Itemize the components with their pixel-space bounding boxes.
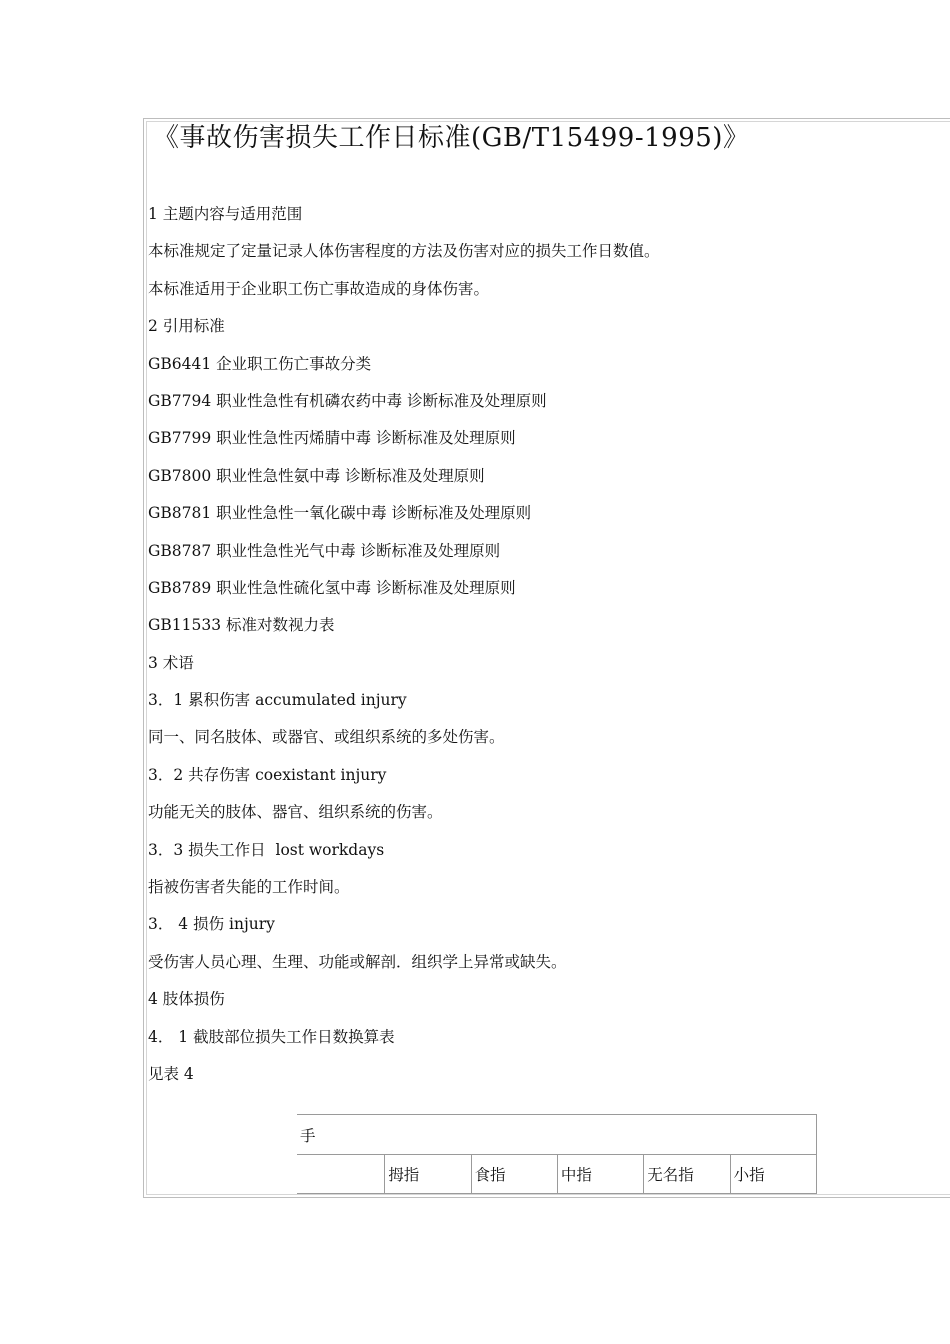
reference-item: GB11533 标准对数视力表 xyxy=(148,616,335,635)
document-title: 《事故伤害损失工作日标准(GB/T15499-1995)》 xyxy=(153,123,750,153)
term-definition: 指被伤害者失能的工作时间。 xyxy=(148,878,350,897)
table-cell-little-finger: 小指 xyxy=(730,1155,816,1194)
table-cell-thumb: 拇指 xyxy=(385,1155,471,1194)
document-body xyxy=(148,196,928,1093)
term-definition: 功能无关的肢体、器官、组织系统的伤害。 xyxy=(148,803,443,822)
section-heading: 3 术语 xyxy=(148,653,194,672)
table-header-cell: 手 xyxy=(297,1115,817,1155)
paragraph: 本标准规定了定量记录人体伤害程度的方法及伤害对应的损失工作日数值。 xyxy=(148,242,660,261)
paragraph: 见表 4 xyxy=(148,1064,194,1083)
reference-item: GB7799 职业性急性丙烯腈中毒 诊断标准及处理原则 xyxy=(148,429,516,448)
term-heading: 3． 4 损伤 injury xyxy=(148,915,275,934)
table-header-row xyxy=(297,1115,817,1155)
table-cell-ring-finger: 无名指 xyxy=(644,1155,730,1194)
reference-item: GB7794 职业性急性有机磷农药中毒 诊断标准及处理原则 xyxy=(148,391,547,410)
section-heading: 2 引用标准 xyxy=(148,317,225,336)
reference-item: GB7800 职业性急性氨中毒 诊断标准及处理原则 xyxy=(148,466,485,485)
term-heading: 3．3 损失工作日 lost workdays xyxy=(148,840,385,859)
reference-item: GB8787 职业性急性光气中毒 诊断标准及处理原则 xyxy=(148,541,501,560)
term-definition: 同一、同名肢体、或器官、或组织系统的多处伤害。 xyxy=(148,728,505,747)
reference-item: GB8789 职业性急性硫化氢中毒 诊断标准及处理原则 xyxy=(148,578,516,597)
reference-item: GB6441 企业职工伤亡事故分类 xyxy=(148,354,372,373)
reference-item: GB8781 职业性急性一氧化碳中毒 诊断标准及处理原则 xyxy=(148,504,532,523)
table-cell-middle-finger: 中指 xyxy=(557,1155,643,1194)
table-row xyxy=(297,1155,817,1194)
hand-amputation-table xyxy=(297,1114,817,1194)
section-heading: 1 主题内容与适用范围 xyxy=(148,205,303,223)
table-cell-empty xyxy=(297,1155,385,1194)
term-heading: 3．1 累积伤害 accumulated injury xyxy=(148,691,407,710)
term-heading: 3．2 共存伤害 coexistant injury xyxy=(148,765,387,784)
paragraph: 本标准适用于企业职工伤亡事故造成的身体伤害。 xyxy=(148,279,490,298)
section-heading: 4 肢体损伤 xyxy=(148,990,225,1009)
table-cell-index-finger: 食指 xyxy=(471,1155,557,1194)
subsection-heading: 4． 1 截肢部位损失工作日数换算表 xyxy=(148,1027,395,1046)
term-definition: 受伤害人员心理、生理、功能或解剖．组织学上异常或缺失。 xyxy=(148,952,567,971)
